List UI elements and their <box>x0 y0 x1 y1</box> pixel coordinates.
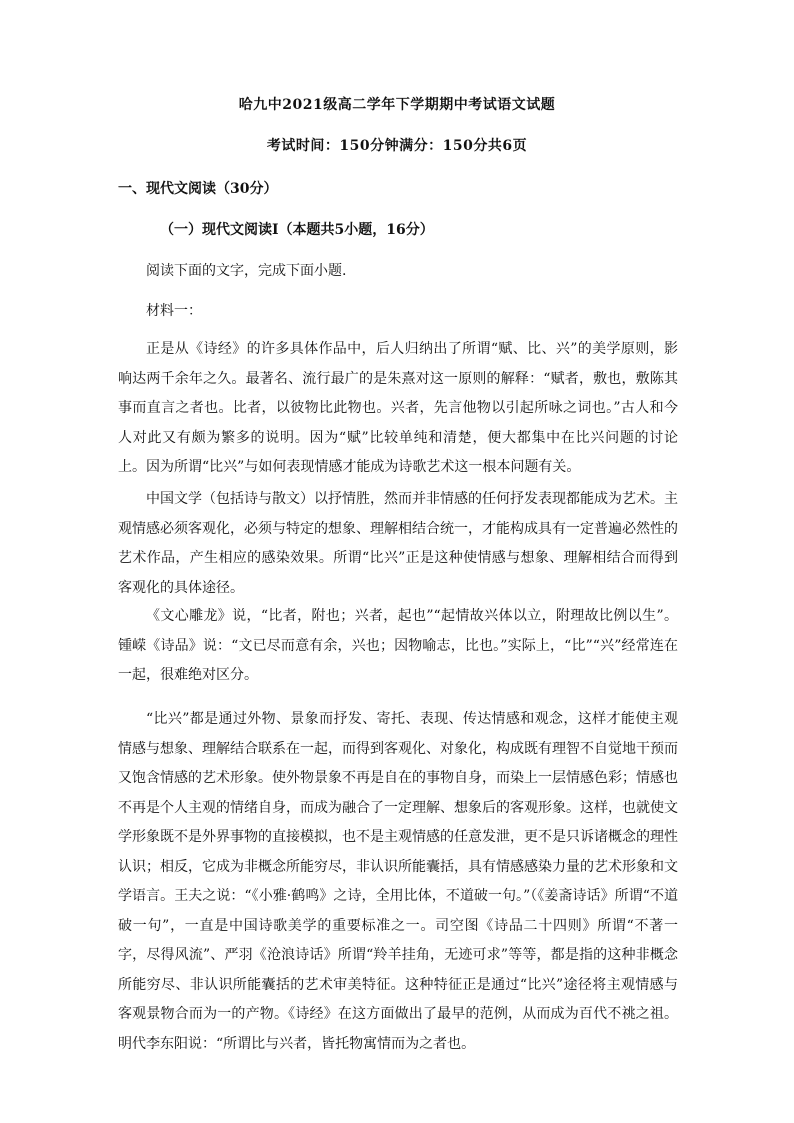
paragraph: “比兴”都是通过外物、景象而抒发、寄托、表现、传达情感和观念，这样才能使主观情感与想象、理解结合联系在一起，而得到客观化、对象化，构成既有理智不自觉地干预而又饱含情感的艺术形象。使外物景象不再是自在的事物自身，而染上一层情感色彩；情感也不再是个人主观的情绪自身，而成为融合了一定理解、想象后的客观形象。这样，也就使文学形象既不是外界事物的直接模拟，也不是主观情感的任意发泄，更不是只诉诸概念的理性认识；相反，它成为非概念所能穷尽，非认识所能囊括，具有情感感染力量的艺术形象和文学语言。王夫之说：“《小雅·鹤鸣》之诗，全用比体，不道破一句。”（《姜斋诗话》所谓“不道破一句”，一直是中国诗歌美学的重要标准之一。司空图《诗品二十四则》所谓“不著一字，尽得风流”、严羽《沧浪诗话》所谓“羚羊挂角，无迹可求”等等，都是指的这种非概念所能穷尽、非认识所能囊括的艺术审美特征。这种特征正是通过“比兴”途径将主观情感与客观景物合而为一的产物。《诗经》在这方面做出了最早的范例，从而成为百代不祧之祖。明代李东阳说：“所谓比与兴者，皆托物寓情而为之者也。 <box>118 711 678 1052</box>
section-heading: 一、现代文阅读（30分） <box>118 181 278 197</box>
paragraph: 中国文学（包括诗与散文）以抒情胜，然而并非情感的任何抒发表现都能成为艺术。主观情感必须客观化，必须与特定的想象、理解相结合统一，才能构成具有一定普遍必然性的艺术作品，产生相应的感染效果。所谓“比兴”正是这种使情感与想象、理解相结合而得到客观化的具体途径。 <box>118 491 678 596</box>
paragraph: 《文心雕龙》说，“比者，附也；兴者，起也”“起情故兴体以立，附理故比例以生”。锺嵘《诗品》说：“文已尽而意有余，兴也；因物喻志，比也。”实际上，“比”“兴”经常连在一起，很难绝对区分。 <box>118 608 678 683</box>
exam-title: 哈九中2021级高二学年下学期期中考试语文试题 <box>238 97 556 113</box>
paragraph: 正是从《诗经》的许多具体作品中，后人归纳出了所谓“赋、比、兴”的美学原则，影响达两千余年之久。最著名、流行最广的是朱熹对这一原则的解释：“赋者，敷也，敷陈其事而直言之者也。比者，以彼物比此物也。兴者，先言他物以引起所咏之词也。”古人和今人对此又有颇为繁多的说明。因为“赋”比较单纯和清楚，便大都集中在比兴问题的讨论上。因为所谓“比兴”与如何表现情感才能成为诗歌艺术这一根本问题有关。 <box>118 341 678 475</box>
subsection-heading: （一）现代文阅读Ⅰ（本题共5小题，16分） <box>160 222 434 238</box>
reading-instruction: 阅读下面的文字，完成下面小题. <box>146 263 347 279</box>
material-label: 材料一： <box>146 303 202 319</box>
exam-meta: 考试时间：150分钟满分：150分共6页 <box>266 138 528 154</box>
